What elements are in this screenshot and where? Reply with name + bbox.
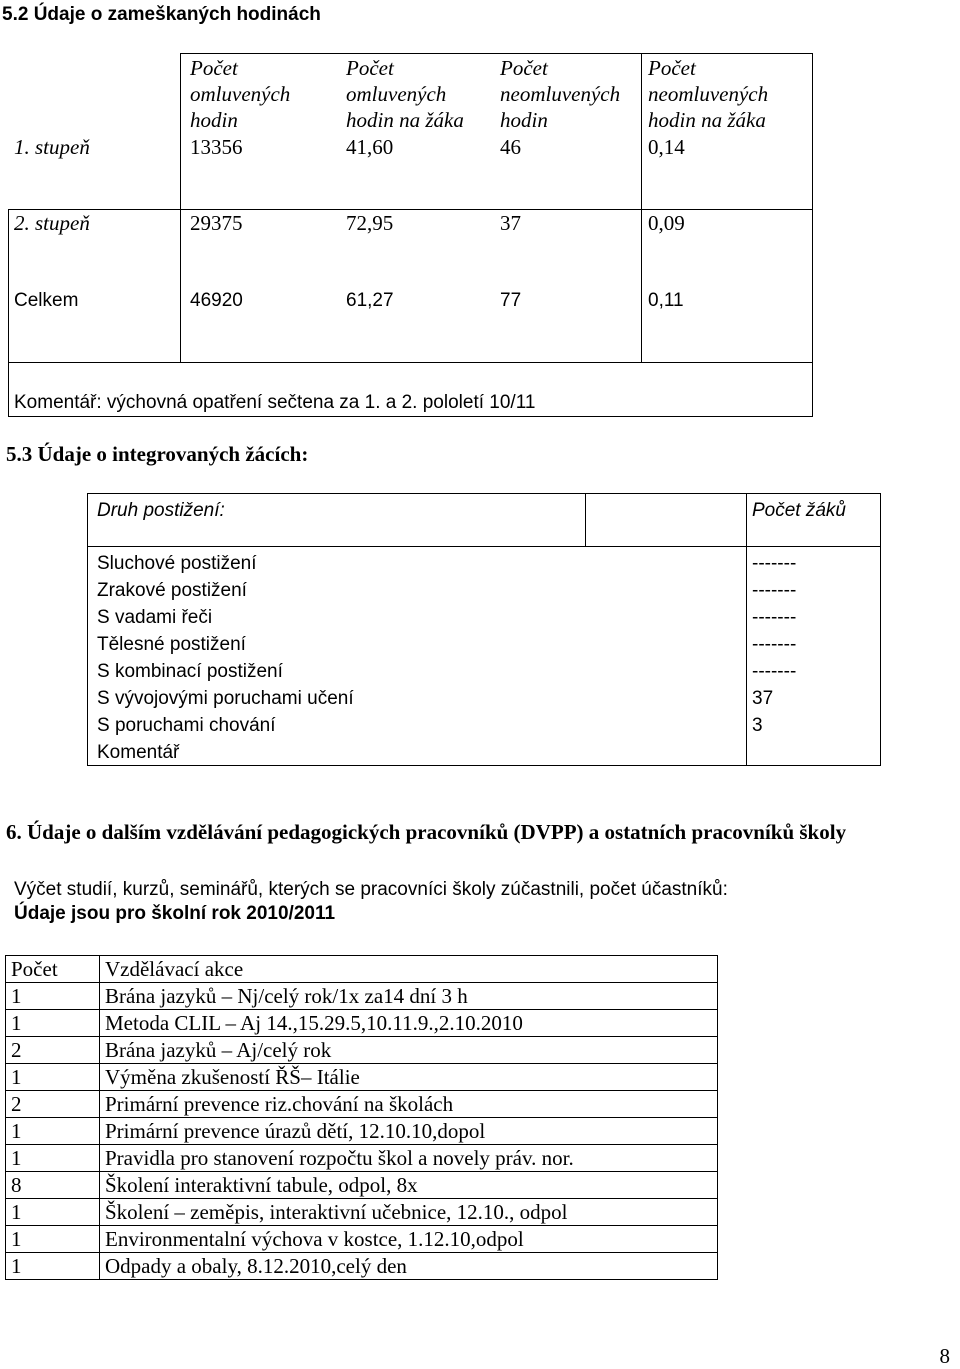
- row-label: 1. stupeň: [14, 135, 90, 159]
- row-label: Celkem: [14, 290, 79, 311]
- table-cell: 77: [500, 290, 522, 311]
- section-5-2-heading: 5.2 Údaje o zameškaných hodinách: [2, 4, 321, 25]
- header-pupil-count: Počet žáků: [752, 500, 846, 521]
- table-row: [6, 1091, 718, 1118]
- header-count: Počet: [6, 956, 100, 983]
- count-cell: 8: [6, 1172, 100, 1199]
- count-cell: 1: [6, 1199, 100, 1226]
- table-cell: 61,27: [346, 290, 394, 311]
- action-cell: Metoda CLIL – Aj 14.,15.29.5,10.11.9.,2.10.2010: [100, 1010, 718, 1037]
- action-cell: Primární prevence úrazů dětí, 12.10.10,dopol: [100, 1118, 718, 1145]
- table-row: [6, 983, 718, 1010]
- table-cell: 46920: [190, 290, 243, 311]
- table-cell: 72,95: [346, 211, 394, 235]
- section-5-3-heading: 5.3 Údaje o integrovaných žácích:: [6, 442, 309, 466]
- list-item: S vadami řeči: [97, 607, 213, 628]
- header-excused-hours: Počet omluvených hodin: [190, 56, 291, 132]
- section-6-intro: Výčet studií, kurzů, seminářů, kterých se pracovníci školy zúčastnili, počet účastníků:: [14, 879, 728, 900]
- list-item-value: -------: [752, 634, 797, 655]
- section-6-heading: 6. Údaje o dalším vzdělávání pedagogických pracovníků (DVPP) a ostatních pracovníků školy: [6, 820, 847, 844]
- list-item: Zrakové postižení: [97, 580, 247, 601]
- table-row: [6, 1118, 718, 1145]
- row-label: 2. stupeň: [14, 211, 90, 235]
- table-cell: 13356: [190, 135, 243, 159]
- action-cell: Školení interaktivní tabule, odpol, 8x: [100, 1172, 718, 1199]
- action-cell: Brána jazyků – Aj/celý rok: [100, 1037, 718, 1064]
- count-cell: 2: [6, 1091, 100, 1118]
- action-cell: Školení – zeměpis, interaktivní učebnice, 12.10., odpol: [100, 1199, 718, 1226]
- table-cell: 46: [500, 135, 521, 159]
- list-item-value: -------: [752, 580, 797, 601]
- table-row: [6, 1064, 718, 1091]
- action-cell: Brána jazyků – Nj/celý rok/1x za14 dní 3 h: [100, 983, 718, 1010]
- table-cell: 0,09: [648, 211, 685, 235]
- count-cell: 2: [6, 1037, 100, 1064]
- page-number: 8: [939, 1344, 950, 1368]
- action-cell: Environmentalní výchova v kostce, 1.12.10,odpol: [100, 1226, 718, 1253]
- count-cell: 1: [6, 1064, 100, 1091]
- header-unexcused-per-pupil: Počet neomluvených hodin na žáka: [648, 56, 769, 132]
- list-item-value: -------: [752, 553, 797, 574]
- table-cell: 0,11: [648, 290, 684, 311]
- list-item-value: 37: [752, 688, 774, 709]
- header-disability-type: Druh postižení:: [97, 500, 225, 521]
- header-excused-per-pupil: Počet omluvených hodin na žáka: [346, 56, 464, 132]
- table-row: [6, 1199, 718, 1226]
- integrated-pupils-table: [87, 493, 881, 766]
- table-row: [6, 1010, 718, 1037]
- table-cell: 29375: [190, 211, 243, 235]
- absence-comment: Komentář: výchovná opatření sečtena za 1. a 2. pololetí 10/11: [14, 392, 536, 413]
- count-cell: 1: [6, 1118, 100, 1145]
- header-unexcused-hours: Počet neomluvených hodin: [500, 56, 621, 132]
- list-item: S kombinací postižení: [97, 661, 283, 682]
- count-cell: 1: [6, 983, 100, 1010]
- table-cell: 37: [500, 211, 521, 235]
- action-cell: Odpady a obaly, 8.12.2010,celý den: [100, 1253, 718, 1280]
- table-row: [6, 1145, 718, 1172]
- section-6-subtitle: Údaje jsou pro školní rok 2010/2011: [14, 903, 336, 924]
- training-table: [5, 955, 718, 1280]
- table-row: [6, 1226, 718, 1253]
- absence-table: [8, 53, 813, 417]
- table-row: [6, 1253, 718, 1280]
- count-cell: 1: [6, 1010, 100, 1037]
- count-cell: 1: [6, 1253, 100, 1280]
- action-cell: Primární prevence riz.chování na školách: [100, 1091, 718, 1118]
- table-cell: 41,60: [346, 135, 394, 159]
- table-row: [6, 1172, 718, 1199]
- count-cell: 1: [6, 1226, 100, 1253]
- action-cell: Pravidla pro stanovení rozpočtu škol a novely práv. nor.: [100, 1145, 718, 1172]
- list-item: Tělesné postižení: [97, 634, 246, 655]
- list-item: Komentář: [97, 742, 180, 763]
- header-action: Vzdělávací akce: [100, 956, 718, 983]
- action-cell: Výměna zkušeností ŘŠ– Itálie: [100, 1064, 718, 1091]
- table-row: [6, 1037, 718, 1064]
- table-header-row: [6, 956, 718, 983]
- list-item: S vývojovými poruchami učení: [97, 688, 354, 709]
- table-cell: 0,14: [648, 135, 685, 159]
- list-item: Sluchové postižení: [97, 553, 257, 574]
- list-item: S poruchami chování: [97, 715, 276, 736]
- list-item-value: 3: [752, 715, 763, 736]
- count-cell: 1: [6, 1145, 100, 1172]
- list-item-value: -------: [752, 607, 797, 628]
- list-item-value: -------: [752, 661, 797, 682]
